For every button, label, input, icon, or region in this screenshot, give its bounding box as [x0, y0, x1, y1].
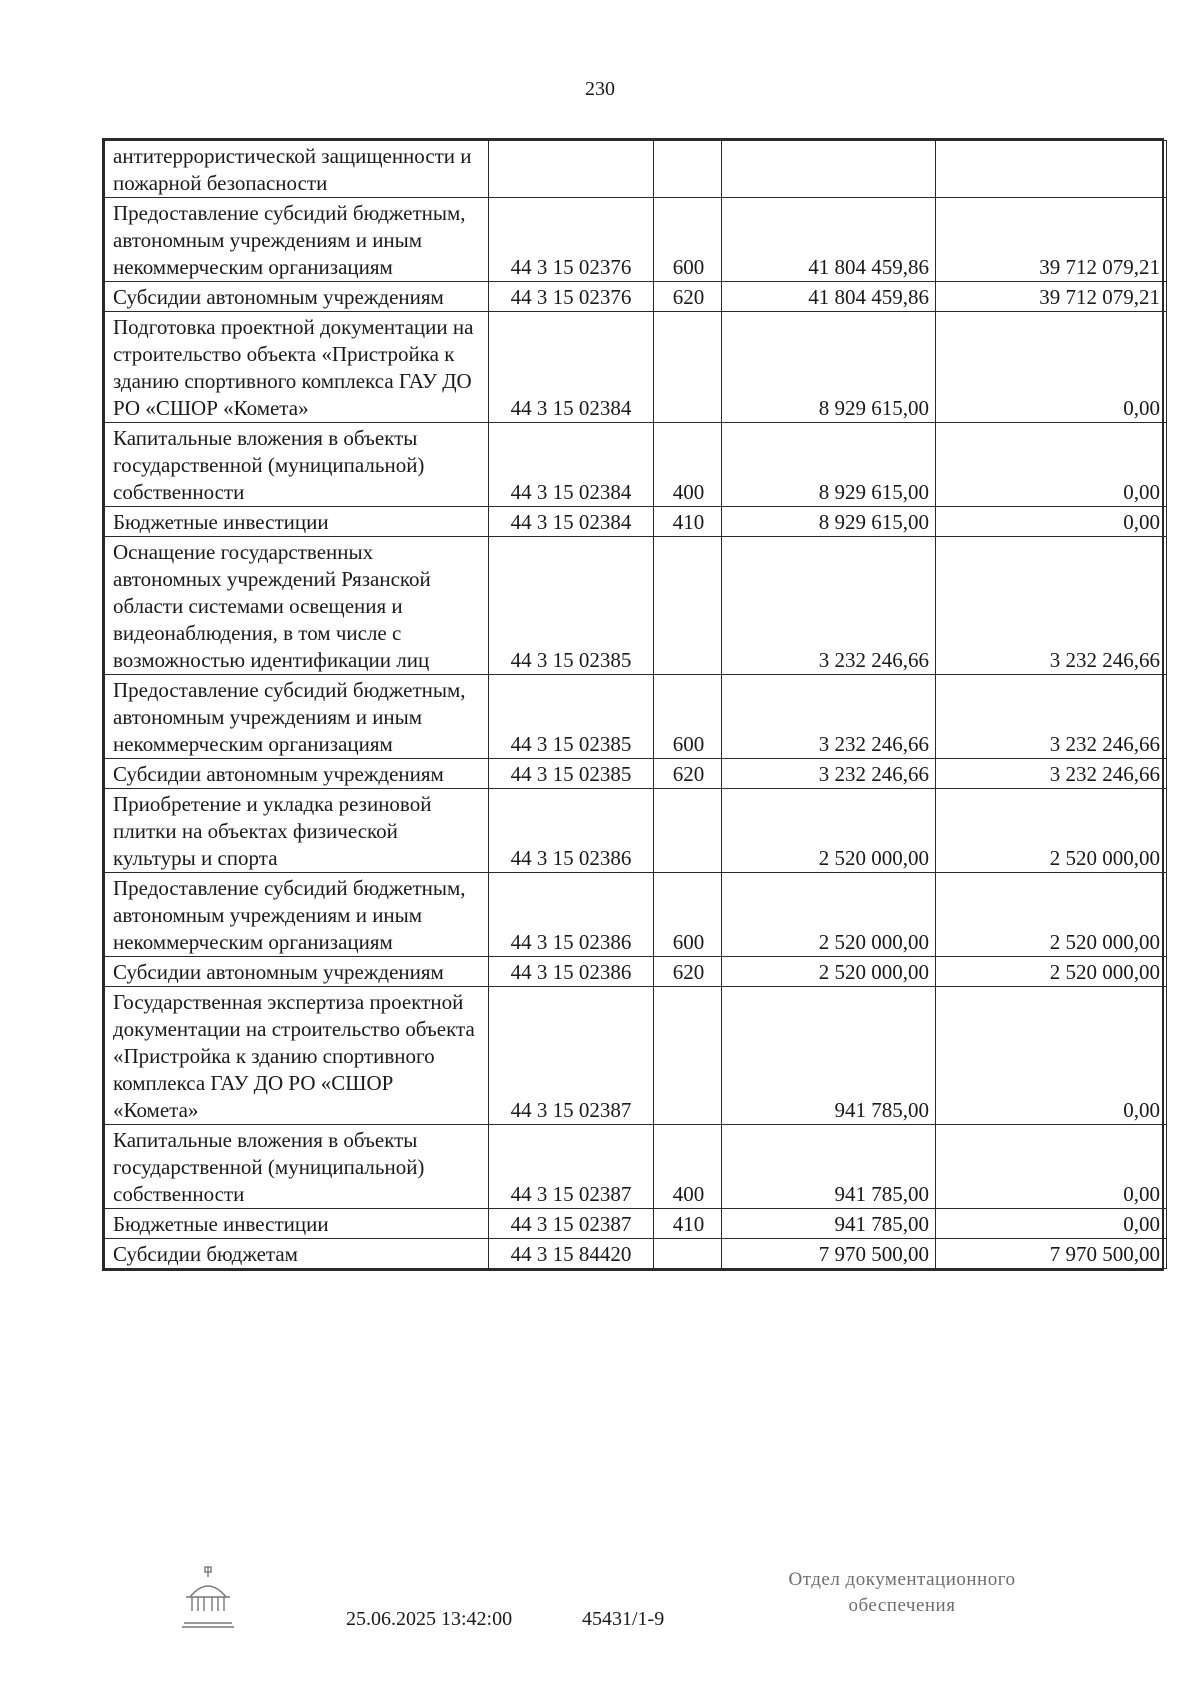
cell-sum2: 3 232 246,66: [936, 675, 1167, 759]
cell-vr: 600: [654, 675, 722, 759]
table-row: [105, 282, 1167, 312]
stamp-line-1: Отдел документационного: [788, 1569, 1016, 1590]
cell-name: Капитальные вложения в объекты государственной (муниципальной) собственности: [105, 423, 489, 507]
document-number: 45431/1-9: [582, 1608, 665, 1630]
cell-sum2: 0,00: [936, 1209, 1167, 1239]
cell-sum1: 41 804 459,86: [722, 198, 936, 282]
cell-sum2: 2 520 000,00: [936, 873, 1167, 957]
cell-vr: [654, 141, 722, 198]
cell-name: Оснащение государственных автономных учреждений Рязанской области системами освещения и видеонаблюдения, в том числе с возможностью идентификации лиц: [105, 537, 489, 675]
cell-sum1: [722, 141, 936, 198]
cell-sum1: 3 232 246,66: [722, 759, 936, 789]
cell-sum1: 3 232 246,66: [722, 537, 936, 675]
cell-sum1: 7 970 500,00: [722, 1239, 936, 1269]
cell-code: 44 3 15 02384: [489, 312, 654, 423]
cell-code: 44 3 15 02376: [489, 198, 654, 282]
table-row: [105, 1125, 1167, 1209]
cell-sum2: [936, 141, 1167, 198]
stamp-line-2: обеспечения: [848, 1595, 956, 1616]
cell-code: 44 3 15 02387: [489, 1209, 654, 1239]
cell-sum2: 0,00: [936, 507, 1167, 537]
cell-vr: 400: [654, 1125, 722, 1209]
cell-sum1: 941 785,00: [722, 1209, 936, 1239]
cell-name: Подготовка проектной документации на строительство объекта «Пристройка к зданию спортивного комплекса ГАУ ДО РО «СШОР «Комета»: [105, 312, 489, 423]
cell-vr: 400: [654, 423, 722, 507]
cell-code: 44 3 15 02384: [489, 423, 654, 507]
budget-table-body: [105, 141, 1167, 1269]
cell-code: 44 3 15 02386: [489, 873, 654, 957]
cell-vr: 620: [654, 957, 722, 987]
cell-vr: [654, 537, 722, 675]
cell-sum1: 3 232 246,66: [722, 675, 936, 759]
cell-sum1: 8 929 615,00: [722, 312, 936, 423]
cell-name: Предоставление субсидий бюджетным, автономным учреждениям и иным некоммерческим организациям: [105, 675, 489, 759]
table-row: [105, 1239, 1167, 1269]
cell-sum2: 0,00: [936, 423, 1167, 507]
cell-name: Приобретение и укладка резиновой плитки на объектах физической культуры и спорта: [105, 789, 489, 873]
registration-datetime: 25.06.2025 13:42:00: [346, 1608, 513, 1630]
cell-code: 44 3 15 02385: [489, 675, 654, 759]
cell-code: 44 3 15 02385: [489, 537, 654, 675]
cell-sum2: 2 520 000,00: [936, 789, 1167, 873]
cell-code: 44 3 15 02384: [489, 507, 654, 537]
table-row: [105, 675, 1167, 759]
cell-sum2: 7 970 500,00: [936, 1239, 1167, 1269]
cell-vr: [654, 789, 722, 873]
table-row: [105, 507, 1167, 537]
cell-sum2: 0,00: [936, 312, 1167, 423]
cell-vr: 410: [654, 507, 722, 537]
table-row: [105, 759, 1167, 789]
cell-vr: 620: [654, 759, 722, 789]
cell-name: Государственная экспертиза проектной документации на строительство объекта «Пристройка к зданию спортивного комплекса ГАУ ДО РО «СШОР «Комета»: [105, 987, 489, 1125]
table-row: [105, 141, 1167, 198]
cell-name: Бюджетные инвестиции: [105, 507, 489, 537]
cell-vr: [654, 987, 722, 1125]
table-row: [105, 198, 1167, 282]
duma-emblem-icon: [180, 1565, 236, 1629]
cell-name: Субсидии бюджетам: [105, 1239, 489, 1269]
cell-vr: 410: [654, 1209, 722, 1239]
table-row: [105, 987, 1167, 1125]
cell-name: Предоставление субсидий бюджетным, автономным учреждениям и иным некоммерческим организациям: [105, 198, 489, 282]
cell-sum1: 941 785,00: [722, 987, 936, 1125]
cell-sum2: 0,00: [936, 987, 1167, 1125]
table-row: [105, 789, 1167, 873]
page-number: 230: [585, 78, 615, 100]
cell-code: 44 3 15 84420: [489, 1239, 654, 1269]
table-row: [105, 1209, 1167, 1239]
table-row: [105, 423, 1167, 507]
table-row: [105, 873, 1167, 957]
cell-sum1: 2 520 000,00: [722, 957, 936, 987]
cell-sum1: 8 929 615,00: [722, 507, 936, 537]
cell-sum2: 39 712 079,21: [936, 282, 1167, 312]
cell-sum2: 0,00: [936, 1125, 1167, 1209]
cell-name: Субсидии автономным учреждениям: [105, 282, 489, 312]
cell-sum1: 941 785,00: [722, 1125, 936, 1209]
department-stamp: [752, 1567, 1052, 1619]
cell-sum2: 3 232 246,66: [936, 759, 1167, 789]
cell-sum2: 39 712 079,21: [936, 198, 1167, 282]
cell-sum2: 2 520 000,00: [936, 957, 1167, 987]
cell-sum1: 41 804 459,86: [722, 282, 936, 312]
cell-vr: 600: [654, 873, 722, 957]
cell-code: [489, 141, 654, 198]
cell-sum1: 2 520 000,00: [722, 789, 936, 873]
cell-name: Субсидии автономным учреждениям: [105, 759, 489, 789]
table-row: [105, 957, 1167, 987]
cell-code: 44 3 15 02387: [489, 1125, 654, 1209]
cell-name: Капитальные вложения в объекты государственной (муниципальной) собственности: [105, 1125, 489, 1209]
cell-name: антитеррористической защищенности и пожарной безопасности: [105, 141, 489, 198]
cell-sum2: 3 232 246,66: [936, 537, 1167, 675]
cell-sum1: 8 929 615,00: [722, 423, 936, 507]
cell-name: Бюджетные инвестиции: [105, 1209, 489, 1239]
cell-vr: 600: [654, 198, 722, 282]
table-row: [105, 537, 1167, 675]
cell-code: 44 3 15 02387: [489, 987, 654, 1125]
cell-vr: 620: [654, 282, 722, 312]
cell-vr: [654, 312, 722, 423]
table-row: [105, 312, 1167, 423]
cell-code: 44 3 15 02386: [489, 789, 654, 873]
cell-code: 44 3 15 02386: [489, 957, 654, 987]
cell-name: Предоставление субсидий бюджетным, автономным учреждениям и иным некоммерческим организациям: [105, 873, 489, 957]
budget-table: [102, 138, 1164, 1271]
cell-sum1: 2 520 000,00: [722, 873, 936, 957]
cell-code: 44 3 15 02385: [489, 759, 654, 789]
cell-vr: [654, 1239, 722, 1269]
cell-code: 44 3 15 02376: [489, 282, 654, 312]
cell-name: Субсидии автономным учреждениям: [105, 957, 489, 987]
